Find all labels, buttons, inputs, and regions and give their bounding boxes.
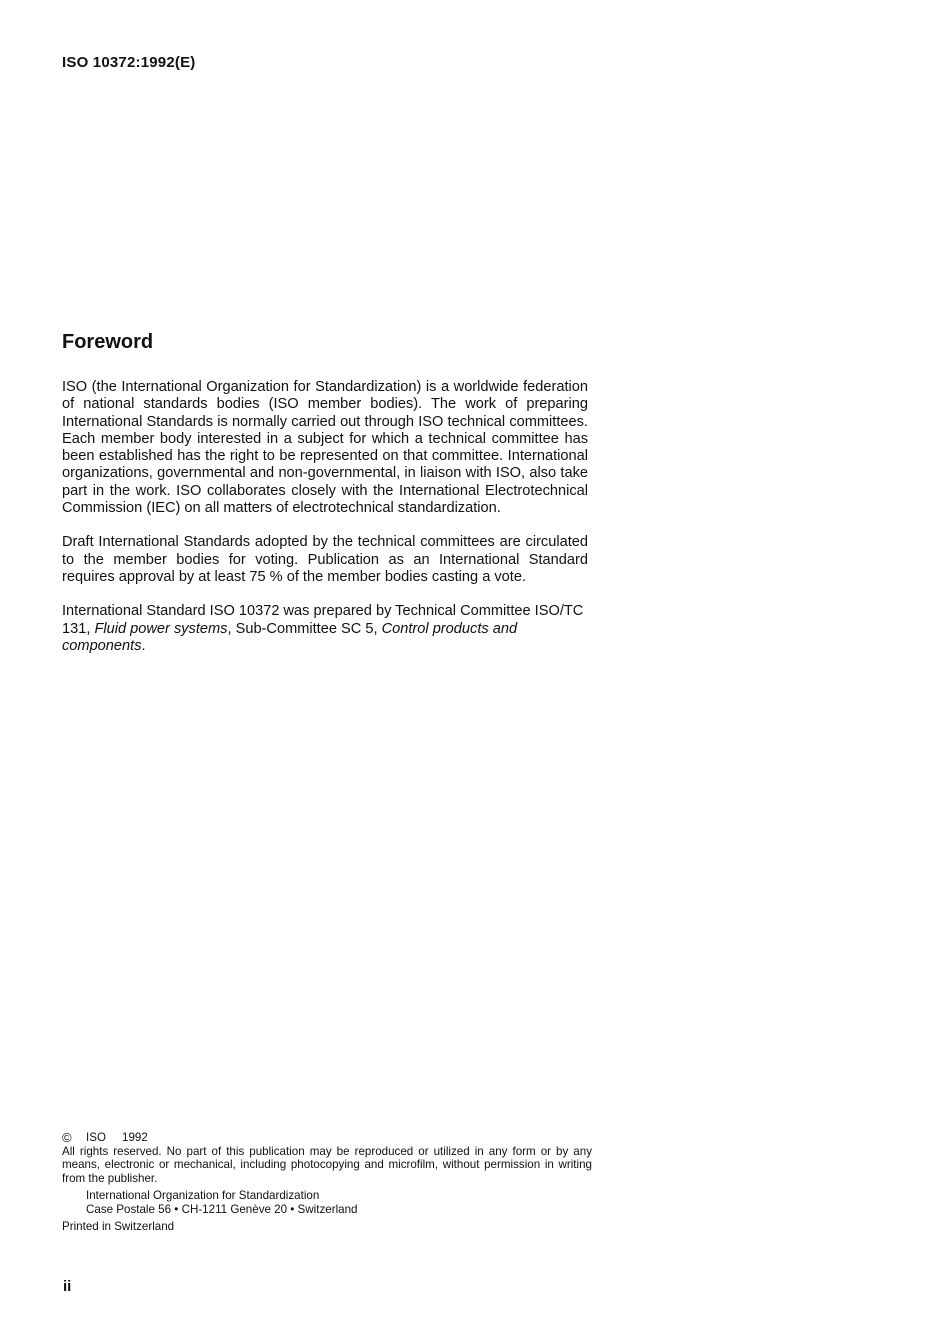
page-number: ii	[63, 1278, 72, 1295]
paragraph-3-end: .	[141, 637, 146, 654]
paragraph-3-middle: , Sub-Committee SC 5,	[227, 620, 382, 637]
section-title-foreword: Foreword	[62, 331, 154, 353]
committee-name: Fluid power systems	[94, 620, 228, 637]
copyright-year: 1992	[122, 1131, 148, 1144]
publisher-address	[86, 1189, 592, 1216]
foreword-paragraph-1: ISO (the International Organization for Standardization) is a worldwide federation of national standards bodies (ISO member bodies). The work of preparing International Standards is normally carried out through ISO technical committees. Each member body interested in a subject for which a technical committee has been established has the right to be represented on that committee. International organizations, governmental and non-governmental, in liaison with ISO, also take part in the work. ISO collaborates closely with the International Electrotechnical Commission (IEC) on all matters of electrotechnical standardization.	[62, 379, 588, 517]
foreword-paragraph-2: Draft International Standards adopted by the technical committees are circulated to the member bodies for voting. Publication as an International Standard requires approval by at least 75 % of the member bodies casting a vote.	[62, 534, 588, 585]
copyright-line	[62, 1131, 592, 1145]
copyright-block	[62, 1131, 592, 1234]
foreword-body	[62, 379, 588, 672]
copyright-org: ISO	[86, 1131, 106, 1144]
paragraph-3-intro: International Standard ISO 10372 was prepared by Technical Committee ISO/TC 131,	[62, 603, 584, 637]
subcommittee-name: Control products and components	[62, 620, 518, 654]
address-line-1: International Organization for Standardization	[86, 1188, 320, 1202]
address-line-2: Case Postale 56 • CH-1211 Genève 20 • Switzerland	[86, 1202, 358, 1216]
copyright-icon: ©	[62, 1130, 72, 1145]
printed-notice: Printed in Switzerland	[62, 1220, 175, 1234]
foreword-paragraph-3	[62, 603, 588, 655]
document-id: ISO 10372:1992(E)	[62, 54, 196, 71]
rights-notice: All rights reserved. No part of this publication may be reproduced or utilized in any form or by any means, electronic or mechanical, including photocopying and microfilm, without permission in writing from the publisher.	[62, 1144, 592, 1186]
